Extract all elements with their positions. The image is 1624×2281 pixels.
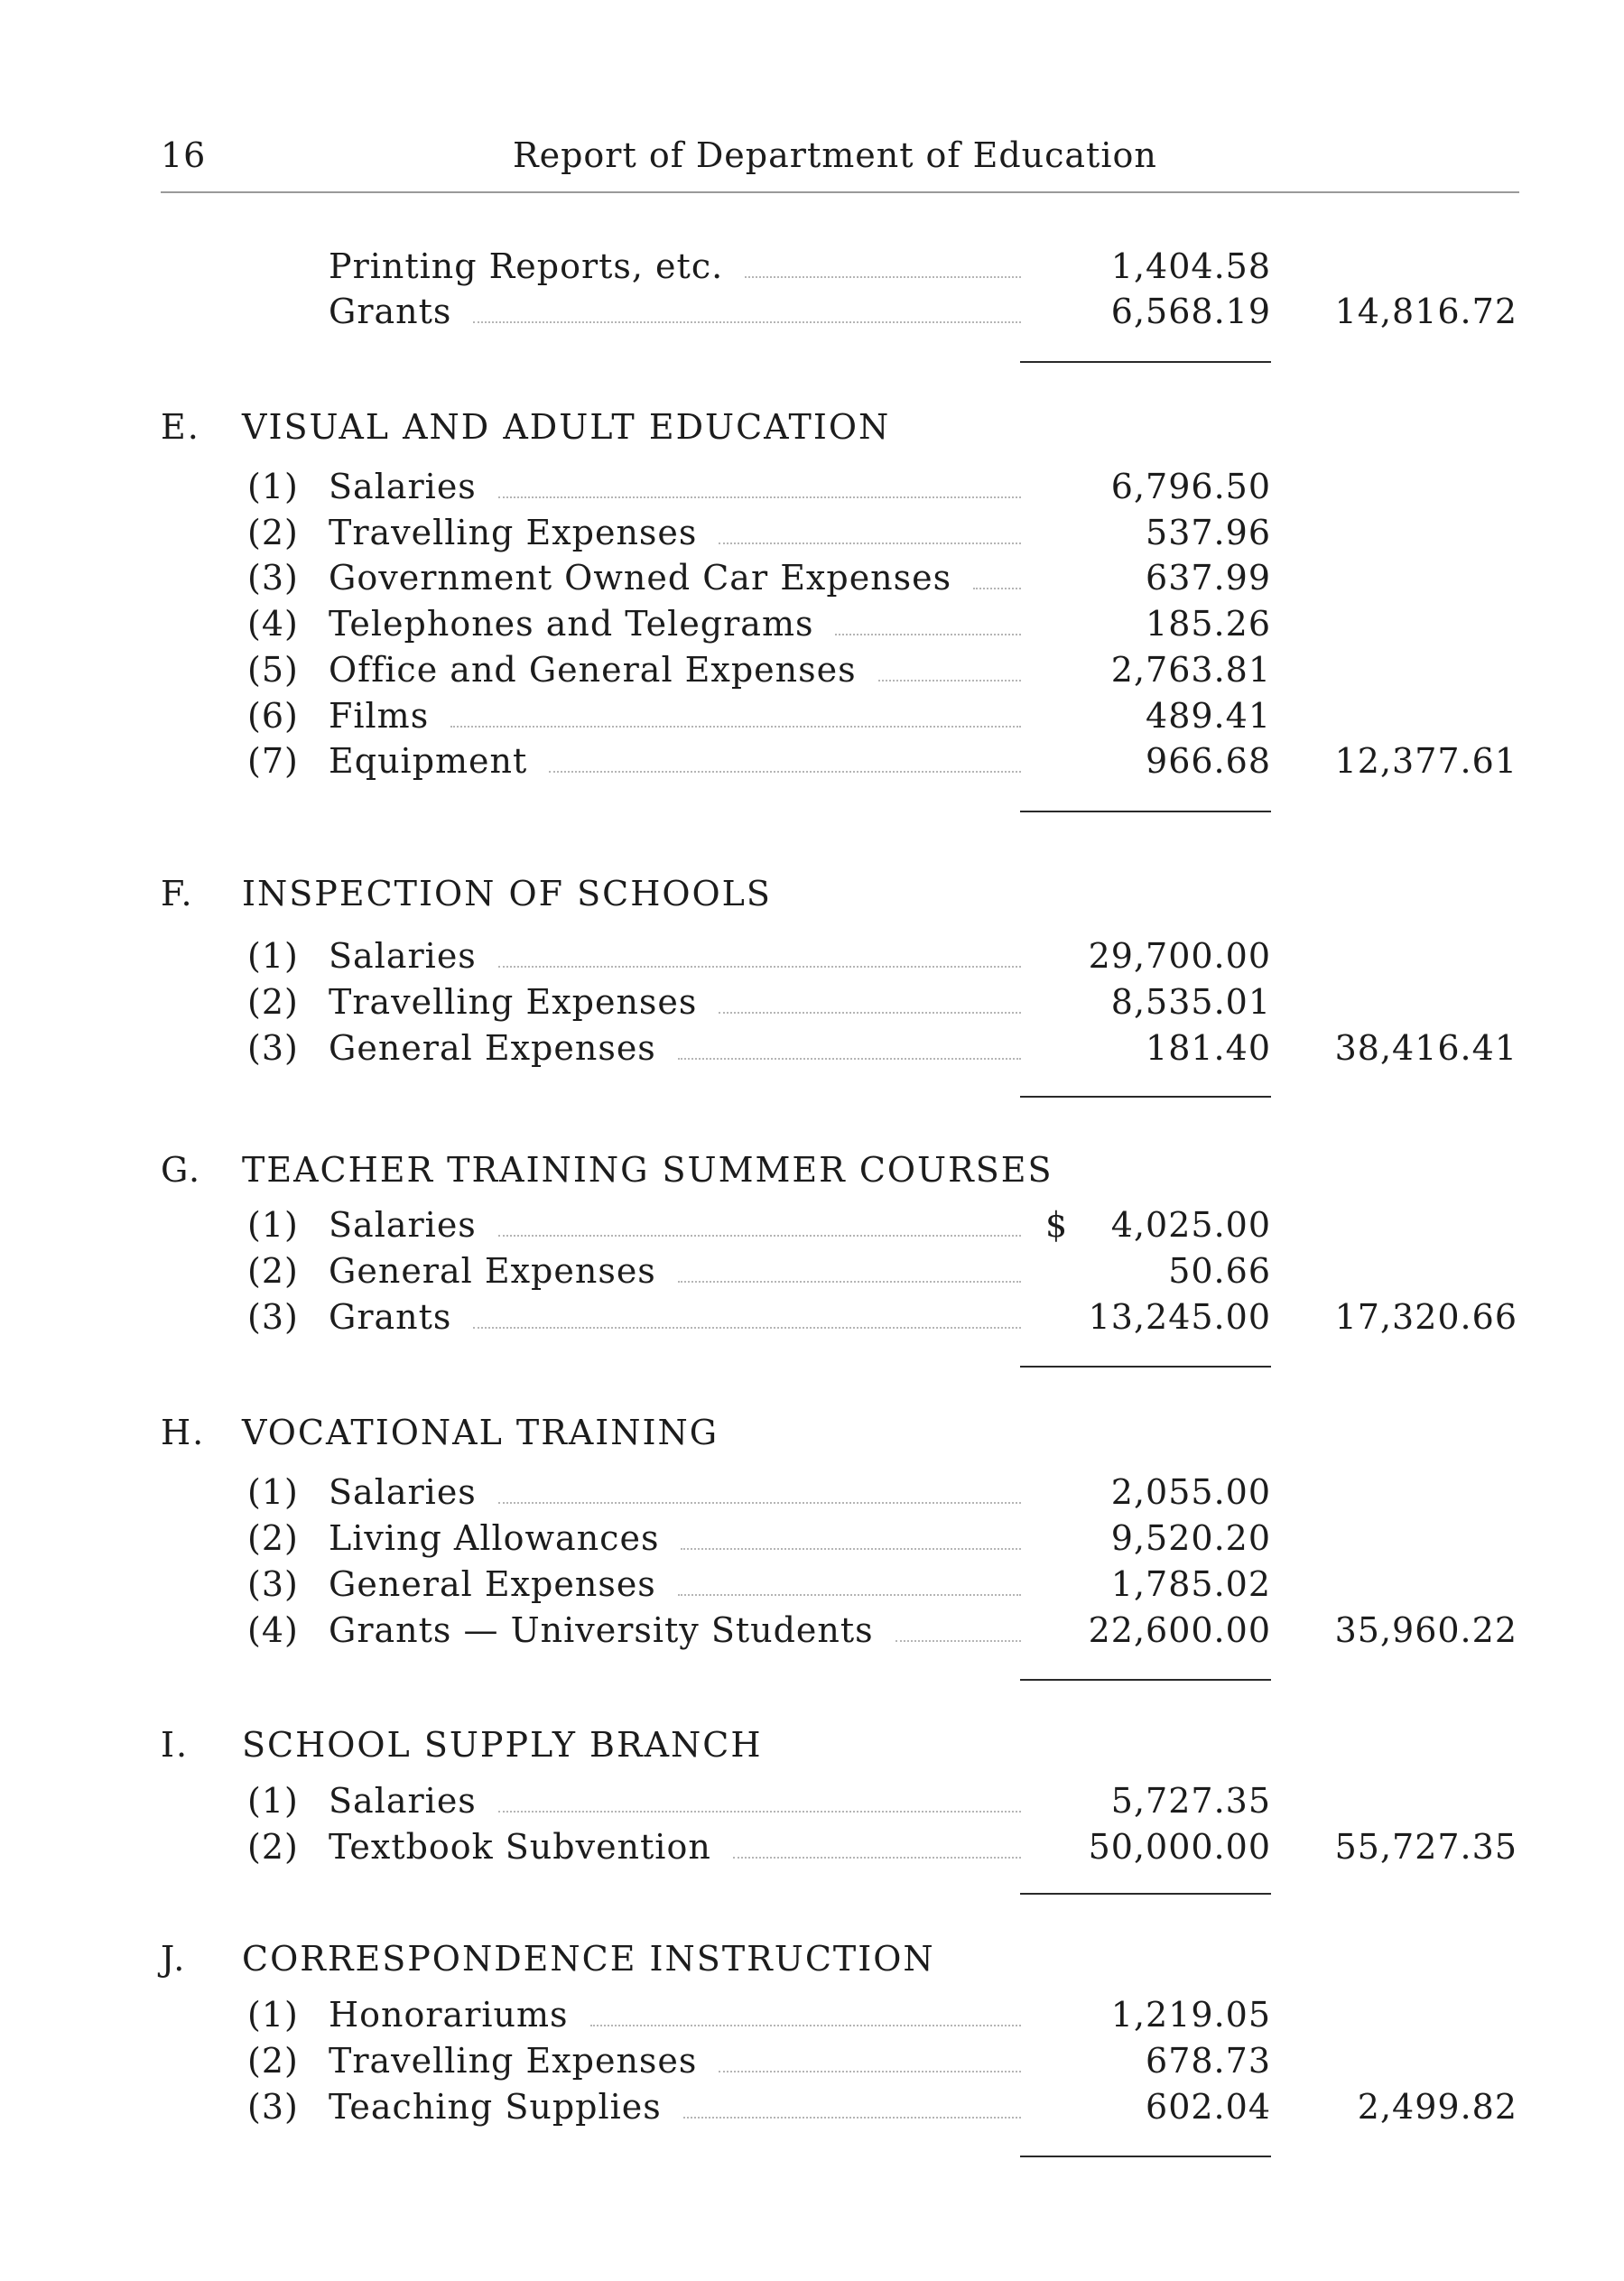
item-amount: 22,600.00 [1088,1610,1271,1650]
section-total: 12,377.61 [1334,741,1517,781]
item-number: (2) [247,1518,299,1558]
item-label: Government Owned Car Expenses [329,558,952,598]
item-number: (1) [247,1205,299,1245]
item-number: (2) [247,1251,299,1291]
item-amount: 2,055.00 [1110,1472,1271,1512]
item-label: Living Allowances [329,1518,660,1558]
dot-leader [896,1640,1021,1642]
section-letter: J. [161,1939,187,1979]
section-heading [0,1936,1624,1981]
dot-leader [678,1058,1021,1060]
line-item [0,1202,1624,1247]
item-number: (3) [247,2087,299,2127]
item-label: Salaries [329,467,477,506]
item-label: Teaching Supplies [329,2087,662,2127]
dot-leader [590,2025,1021,2026]
item-label: Salaries [329,1205,477,1245]
item-number: (1) [247,1995,299,2035]
item-amount: 185.26 [1146,604,1271,644]
section-heading [0,1722,1624,1767]
dot-leader [733,1857,1021,1859]
header-rule [161,191,1519,193]
item-amount: 181.40 [1146,1028,1271,1068]
line-item [0,1248,1624,1293]
section-total: 14,816.72 [1334,292,1517,331]
line-item [0,1294,1624,1340]
item-label: Office and General Expenses [329,650,857,690]
page-header [161,135,1519,186]
dot-leader [973,588,1021,589]
dot-leader [719,542,1021,544]
item-label: Grants [329,1297,452,1337]
running-title: Report of Department of Education [513,135,1157,175]
section-letter: H. [161,1413,206,1452]
item-label: Honorariums [329,1995,569,2035]
item-label: Telephones and Telegrams [329,604,814,644]
item-amount: 537.96 [1146,513,1271,552]
line-item [0,1470,1624,1515]
item-amount: 29,700.00 [1088,936,1271,976]
section-total: 38,416.41 [1334,1028,1517,1068]
dot-leader [498,1502,1021,1504]
dollar-sign: $ [1045,1205,1068,1245]
item-amount: 602.04 [1146,2087,1271,2127]
line-item [0,647,1624,692]
item-number: (2) [247,1827,299,1867]
item-number: (4) [247,604,299,644]
dot-leader [678,1281,1021,1283]
item-number: (4) [247,1610,299,1650]
item-amount: 637.99 [1146,558,1271,598]
line-item [0,693,1624,738]
item-label: Travelling Expenses [329,982,698,1022]
section-title: CORRESPONDENCE INSTRUCTION [242,1939,935,1979]
section-heading [0,871,1624,916]
section-title: VISUAL AND ADULT EDUCATION [242,407,891,447]
item-amount: 1,219.05 [1110,1995,1271,2035]
sum-rule [1020,811,1271,812]
section-letter: G. [161,1150,202,1190]
line-item [0,601,1624,646]
item-label: Travelling Expenses [329,513,698,552]
sum-rule [1020,1679,1271,1681]
sum-rule [1020,2156,1271,2157]
line-item [0,1025,1624,1071]
item-amount: 1,404.58 [1110,246,1271,286]
sum-rule [1020,361,1271,363]
line-item [0,2084,1624,2129]
item-label: General Expenses [329,1028,656,1068]
line-item [0,555,1624,600]
sum-rule [1020,1096,1271,1098]
section-total: 17,320.66 [1334,1297,1517,1337]
dot-leader [498,1811,1021,1813]
dot-leader [450,726,1021,728]
line-item [0,1516,1624,1561]
line-item [0,289,1624,334]
dot-leader [681,1548,1021,1550]
item-number: (2) [247,513,299,552]
dot-leader [549,771,1021,773]
item-number: (1) [247,1472,299,1512]
item-number: (1) [247,467,299,506]
item-label: Equipment [329,741,528,781]
item-amount: 2,763.81 [1110,650,1271,690]
item-amount: 489.41 [1146,696,1271,736]
item-amount: 9,520.20 [1110,1518,1271,1558]
item-number: (5) [247,650,299,690]
page-number: 16 [161,135,207,175]
item-number: (3) [247,1564,299,1604]
section-title: INSPECTION OF SCHOOLS [242,874,772,913]
item-amount: 50.66 [1168,1251,1271,1291]
line-item [0,738,1624,784]
section-title: VOCATIONAL TRAINING [242,1413,719,1452]
item-amount: 966.68 [1146,741,1271,781]
line-item [0,1824,1624,1869]
line-item [0,510,1624,555]
item-number: (1) [247,1781,299,1821]
item-number: (3) [247,558,299,598]
item-amount: 1,785.02 [1110,1564,1271,1604]
item-amount: 6,796.50 [1110,467,1271,506]
item-amount: 5,727.35 [1110,1781,1271,1821]
item-amount: 6,568.19 [1110,292,1271,331]
item-label: Salaries [329,936,477,976]
dot-leader [498,1235,1021,1237]
item-amount: 13,245.00 [1088,1297,1271,1337]
item-amount: 4,025.00 [1110,1205,1271,1245]
dot-leader [498,966,1021,968]
item-label: Salaries [329,1472,477,1512]
sum-rule [1020,1893,1271,1895]
line-item [0,1608,1624,1653]
item-amount: 678.73 [1146,2041,1271,2081]
dot-leader [745,276,1021,278]
dot-leader [473,1327,1021,1329]
section-total: 2,499.82 [1357,2087,1517,2127]
section-heading [0,1410,1624,1455]
section-total: 35,960.22 [1334,1610,1517,1650]
dot-leader [878,680,1021,682]
section-letter: I. [161,1725,190,1765]
item-label: Salaries [329,1781,477,1821]
line-item [0,464,1624,509]
dot-leader [683,2117,1021,2119]
item-number: (2) [247,2041,299,2081]
item-label: General Expenses [329,1251,656,1291]
section-heading [0,404,1624,450]
item-number: (6) [247,696,299,736]
section-letter: E. [161,407,200,447]
section-letter: F. [161,874,194,913]
item-amount: 8,535.01 [1110,982,1271,1022]
item-amount: 50,000.00 [1088,1827,1271,1867]
line-item [0,1778,1624,1823]
line-item [0,2038,1624,2083]
section-title: SCHOOL SUPPLY BRANCH [242,1725,763,1765]
section-total: 55,727.35 [1334,1827,1517,1867]
dot-leader [719,2071,1021,2072]
dot-leader [835,634,1021,635]
line-item [0,979,1624,1025]
line-item [0,1562,1624,1607]
item-label: Travelling Expenses [329,2041,698,2081]
item-number: (3) [247,1028,299,1068]
item-label: Grants [329,292,452,331]
item-number: (1) [247,936,299,976]
line-item [0,933,1624,978]
item-number: (3) [247,1297,299,1337]
dot-leader [498,496,1021,498]
item-label: Films [329,696,430,736]
item-number: (2) [247,982,299,1022]
item-label: Printing Reports, etc. [329,246,724,286]
dot-leader [473,321,1021,323]
dot-leader [719,1012,1021,1014]
section-title: TEACHER TRAINING SUMMER COURSES [242,1150,1053,1190]
line-item [0,1992,1624,2037]
item-label: General Expenses [329,1564,656,1604]
item-label: Grants — University Students [329,1610,874,1650]
item-label: Textbook Subvention [329,1827,711,1867]
dot-leader [678,1594,1021,1596]
section-heading [0,1147,1624,1192]
item-number: (7) [247,741,299,781]
line-item [0,244,1624,289]
sum-rule [1020,1366,1271,1368]
